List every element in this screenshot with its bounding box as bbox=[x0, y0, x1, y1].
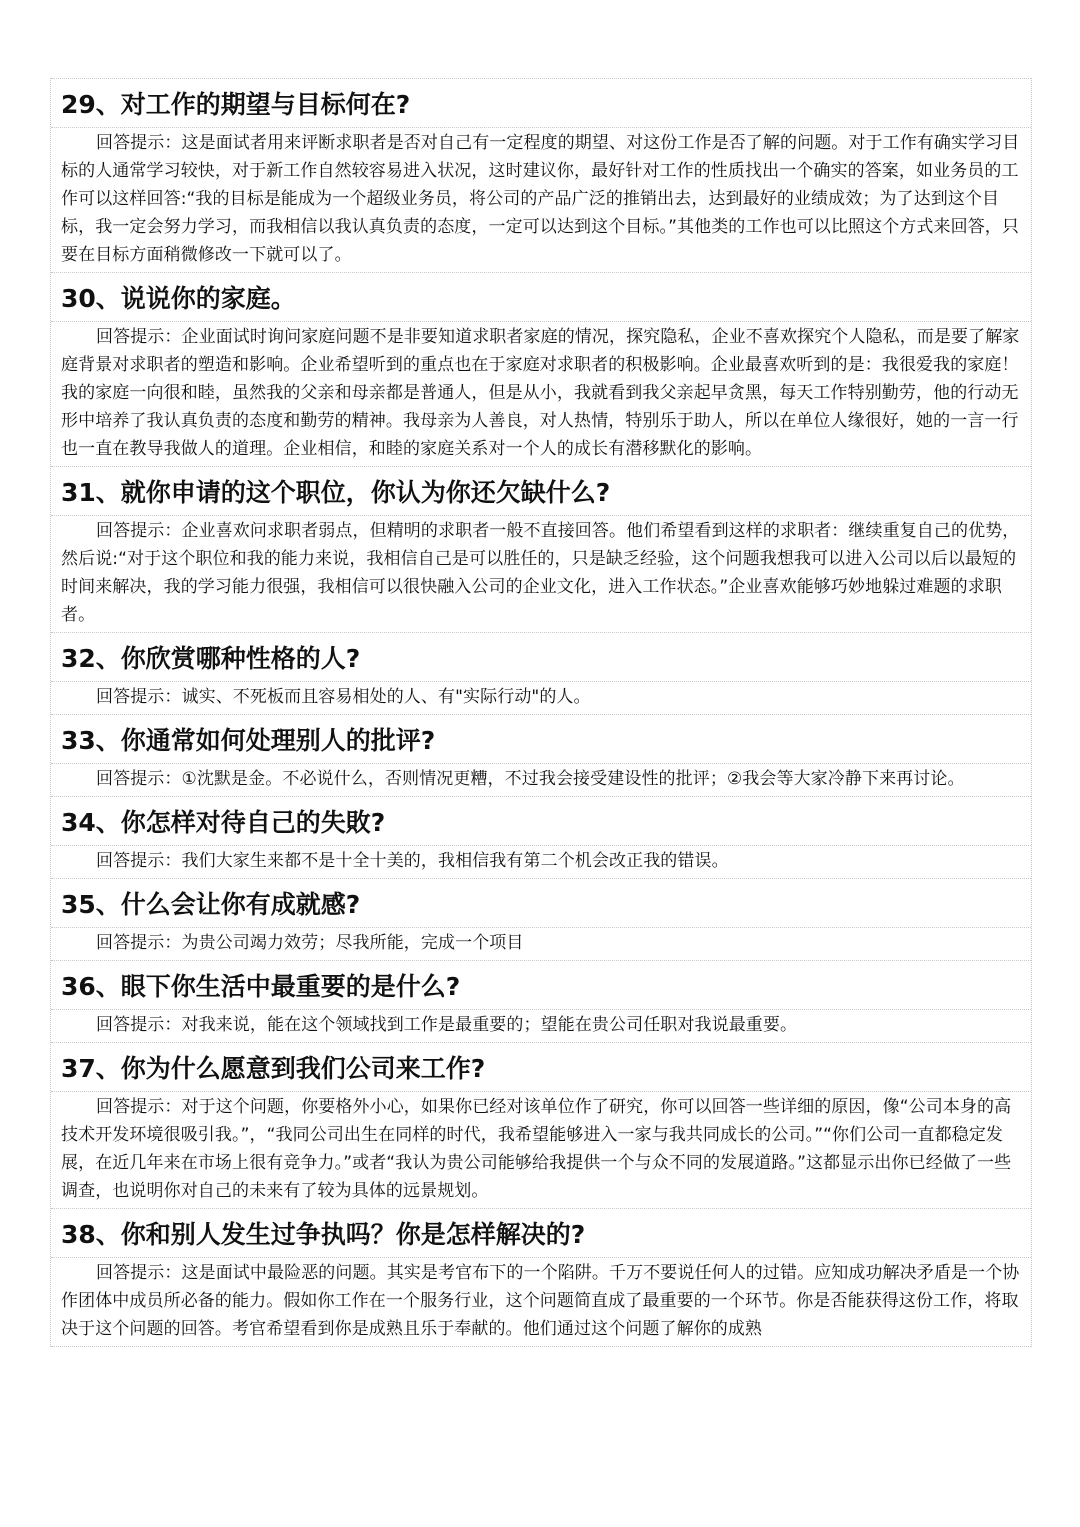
answer-text: 回答提示：这是面试中最险恶的问题。其实是考官布下的一个陷阱。千万不要说任何人的过错。应知成功解决矛盾是一个协作团体中成员所必备的能力。假如你工作在一个服务行业，这个问题简直成了最重要的一个环节。你是否能获得这份工作，将取决于这个问题的回答。考官希望看到你是成熟且乐于奉献的。他们通过这个问题了解你的成熟 bbox=[51, 1257, 1031, 1347]
answer-text: 回答提示：我们大家生来都不是十全十美的，我相信我有第二个机会改正我的错误。 bbox=[51, 845, 1031, 878]
question-heading: 38、你和别人发生过争执吗？你是怎样解决的? bbox=[51, 1208, 1031, 1257]
answer-text: 回答提示：企业面试时询问家庭问题不是非要知道求职者家庭的情况，探究隐私，企业不喜欢探究个人隐私，而是要了解家庭背景对求职者的塑造和影响。企业希望听到的重点也在于家庭对求职者的积极影响。企业最喜欢听到的是：我很爱我的家庭！我的家庭一向很和睦，虽然我的父亲和母亲都是普通人，但是从小，我就看到我父亲起早贪黑，每天工作特别勤劳，他的行动无形中培养了我认真负责的态度和勤劳的精神。我母亲为人善良，对人热情，特别乐于助人，所以在单位人缘很好，她的一言一行也一直在教导我做人的道理。企业相信，和睦的家庭关系对一个人的成长有潜移默化的影响。 bbox=[51, 321, 1031, 466]
question-heading: 33、你通常如何处理别人的批评? bbox=[51, 714, 1031, 763]
question-heading: 36、眼下你生活中最重要的是什么? bbox=[51, 960, 1031, 1009]
answer-text: 回答提示：诚实、不死板而且容易相处的人、有"实际行动"的人。 bbox=[51, 681, 1031, 714]
document-body bbox=[50, 78, 1032, 1347]
answer-text: 回答提示：这是面试者用来评断求职者是否对自己有一定程度的期望、对这份工作是否了解的问题。对于工作有确实学习目标的人通常学习较快，对于新工作自然较容易进入状况，这时建议你，最好针对工作的性质找出一个确实的答案，如业务员的工作可以这样回答:“我的目标是能成为一个超级业务员，将公司的产品广泛的推销出去，达到最好的业绩成效；为了达到这个目标，我一定会努力学习，而我相信以我认真负责的态度，一定可以达到这个目标。”其他类的工作也可以比照这个方式来回答，只要在目标方面稍微修改一下就可以了。 bbox=[51, 127, 1031, 272]
question-heading: 30、说说你的家庭。 bbox=[51, 272, 1031, 321]
question-heading: 32、你欣赏哪种性格的人? bbox=[51, 632, 1031, 681]
answer-text: 回答提示：为贵公司竭力效劳；尽我所能，完成一个项目 bbox=[51, 927, 1031, 960]
question-heading: 29、对工作的期望与目标何在? bbox=[51, 78, 1031, 127]
answer-text: 回答提示：对于这个问题，你要格外小心，如果你已经对该单位作了研究，你可以回答一些详细的原因，像“公司本身的高技术开发环境很吸引我。”，“我同公司出生在同样的时代，我希望能够进入一家与我共同成长的公司。”“你们公司一直都稳定发展，在近几年来在市场上很有竞争力。”或者“我认为贵公司能够给我提供一个与众不同的发展道路。”这都显示出你已经做了一些调查，也说明你对自己的未来有了较为具体的远景规划。 bbox=[51, 1091, 1031, 1208]
question-heading: 31、就你申请的这个职位，你认为你还欠缺什么? bbox=[51, 466, 1031, 515]
answer-text: 回答提示：对我来说，能在这个领域找到工作是最重要的；望能在贵公司任职对我说最重要。 bbox=[51, 1009, 1031, 1042]
answer-text: 回答提示：企业喜欢问求职者弱点，但精明的求职者一般不直接回答。他们希望看到这样的求职者：继续重复自己的优势，然后说:“对于这个职位和我的能力来说，我相信自己是可以胜任的，只是缺乏经验，这个问题我想我可以进入公司以后以最短的时间来解决，我的学习能力很强，我相信可以很快融入公司的企业文化，进入工作状态。”企业喜欢能够巧妙地躲过难题的求职者。 bbox=[51, 515, 1031, 632]
question-heading: 35、什么会让你有成就感? bbox=[51, 878, 1031, 927]
question-heading: 37、你为什么愿意到我们公司来工作? bbox=[51, 1042, 1031, 1091]
answer-text: 回答提示：①沈默是金。不必说什么，否则情况更糟，不过我会接受建设性的批评；②我会等大家冷静下来再讨论。 bbox=[51, 763, 1031, 796]
question-heading: 34、你怎样对待自己的失敗? bbox=[51, 796, 1031, 845]
